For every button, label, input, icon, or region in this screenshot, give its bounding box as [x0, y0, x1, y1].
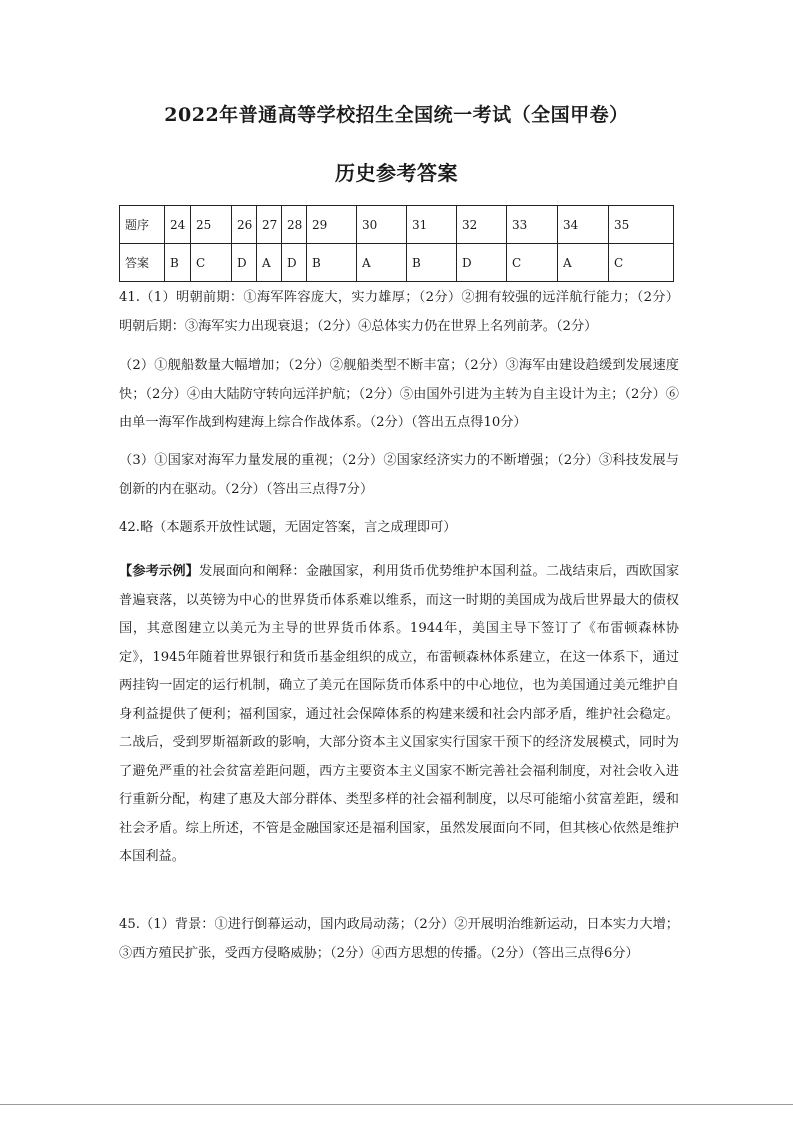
question-number: 26 [232, 206, 257, 244]
answer-cell: D [232, 244, 257, 282]
answer-cell: A [357, 244, 407, 282]
page-subtitle: 历史参考答案 [335, 161, 458, 185]
sample-label: 【参考示例】 [119, 564, 200, 579]
question-number: 35 [609, 206, 674, 244]
answer-cell: C [507, 244, 558, 282]
answer-cell: A [257, 244, 282, 282]
answer-table-number-row [120, 206, 674, 244]
answer-table-answer-row [120, 244, 674, 282]
question-number: 31 [407, 206, 457, 244]
answer-table [119, 205, 674, 282]
answer-cell: C [191, 244, 232, 282]
answer-cell: D [457, 244, 507, 282]
q41-part2: （2）①舰船数量大幅增加；（2分）②舰船类型不断丰富；（2分）③海军由建设趋缓到发展速度快；（2分）④由大陆防守转向远洋护航；（2分）⑤由国外引进为主转为自主设计为主；（2分）⑥由单一海军作战到构建海上综合作战体系。（2分）（答出五点得10分） [119, 358, 679, 430]
question-number: 34 [558, 206, 609, 244]
question-number: 24 [165, 206, 191, 244]
answer-cell: C [609, 244, 674, 282]
answer-cell: D [282, 244, 307, 282]
q41-part1: 41.（1）明朝前期：①海军阵容庞大，实力雄厚；（2分）②拥有较强的远洋航行能力；（2分）明朝后期：③海军实力出现衰退；（2分）④总体实力仍在世界上名列前茅。（2分） [119, 290, 679, 334]
sample-text: 发展面向和阐释：金融国家，利用货币优势维护本国利益。二战结束后，西欧国家普遍衰落，以英镑为中心的世界货币体系难以维系，而这一时期的美国成为战后世界最大的债权国，其意图建立以美元为主导的世界货币体系。1944年，美国主导下签订了《布雷顿森林协定》，1945年随着世界银行和货币基金组织的成立，布雷顿森林体系建立，在这一体系下，通过两挂钩一固定的运行机制，确立了美元在国际货币体系中的中心地位，也为美国通过美元维护自身利益提供了便利；福利国家，通过社会保障体系的构建来缓和社会内部矛盾，维护社会稳定。二战后，受到罗斯福新政的影响，大部分资本主义国家实行国家干预下的经济发展模式，同时为了避免严重的社会贫富差距问题，西方主要资本主义国家不断完善社会福利制度，对社会收入进行重新分配，构建了惠及大部分群体、类型多样的社会福利制度，以尽可能缩小贫富差距，缓和社会矛盾。综上所述，不管是金融国家还是福利国家，虽然发展面向不同，但其核心依然是维护本国利益。 [119, 564, 680, 864]
answer-cell: A [558, 244, 609, 282]
question-number: 25 [191, 206, 232, 244]
question-number: 27 [257, 206, 282, 244]
q42-sample-answer [119, 558, 679, 872]
answer-cell: B [165, 244, 191, 282]
q45-part1: 45.（1）背景：①进行倒幕运动，国内政局动荡；（2分）②开展明治维新运动，日本实力大增；③西方殖民扩张，受西方侵略威胁；（2分）④西方思想的传播。（2分）（答出三点得6分） [119, 917, 679, 961]
answer-cell: B [407, 244, 457, 282]
question-number: 29 [307, 206, 357, 244]
question-number: 33 [507, 206, 558, 244]
row-label: 答案 [120, 244, 165, 282]
question-number: 28 [282, 206, 307, 244]
question-number: 30 [357, 206, 407, 244]
q42-note: 42.略（本题系开放性试题，无固定答案，言之成理即可） [119, 520, 457, 535]
question-number: 32 [457, 206, 507, 244]
exam-title: 2022年普通高等学校招生全国统一考试（全国甲卷） [164, 104, 629, 126]
answer-cell: B [307, 244, 357, 282]
q41-part3: （3）①国家对海军力量发展的重视；（2分）②国家经济实力的不断增强；（2分）③科技发展与创新的内在驱动。（2分）（答出三点得7分） [119, 453, 679, 497]
row-label: 题序 [120, 206, 165, 244]
footer-divider [0, 1104, 793, 1105]
